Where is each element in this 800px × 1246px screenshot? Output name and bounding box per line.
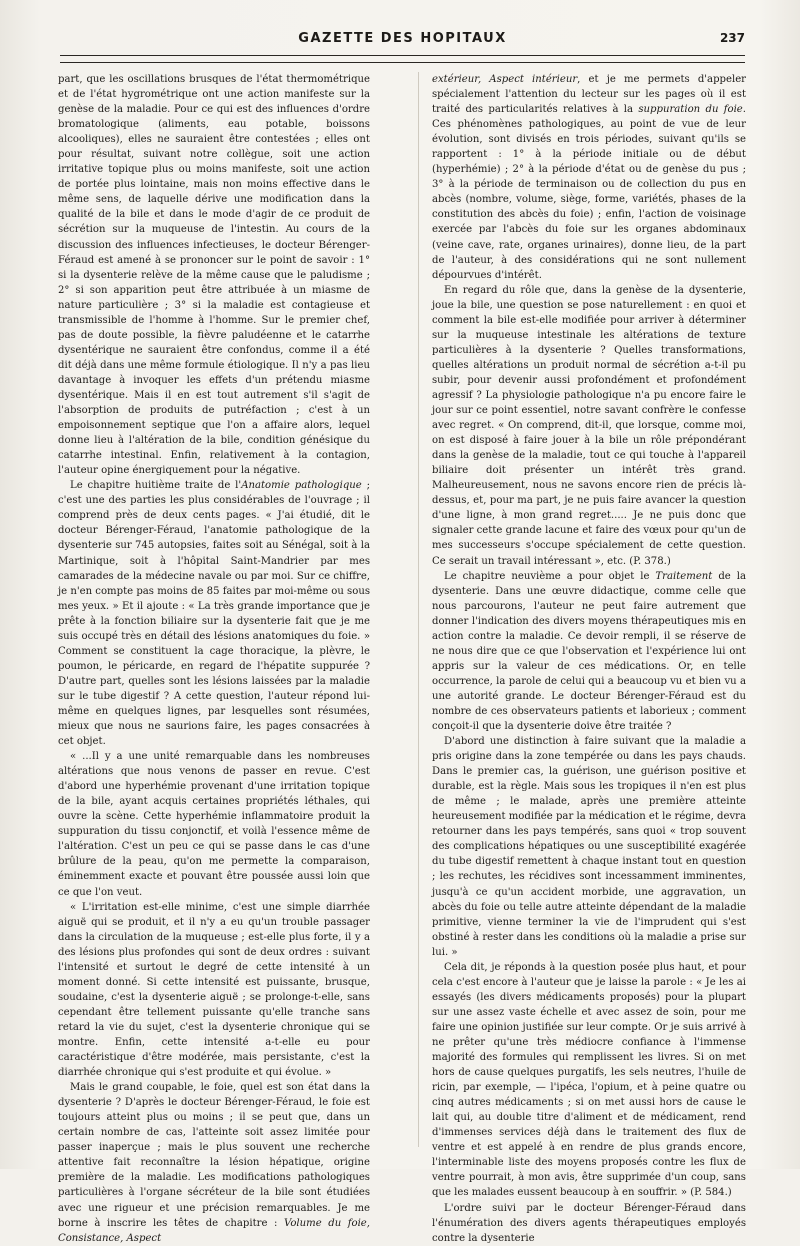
text-run: , et je me permets d'appeler spécialement l'attention du lecteur sur les pages où il est traité des particularités relatives à la [432, 74, 746, 116]
italic-text: Anatomie pathologique [241, 480, 362, 492]
italic-text: suppuration du foie [638, 104, 743, 116]
header-rule-thick [60, 55, 745, 56]
left-column [58, 72, 371, 1244]
text-run: Le chapitre huitième traite de l' [70, 480, 242, 492]
page-number: 237 [719, 31, 745, 45]
column-divider [418, 72, 419, 1147]
paragraph [432, 72, 746, 283]
paragraph [58, 1080, 370, 1246]
text-run: Le chapitre neuvième a pour objet le [444, 570, 656, 582]
italic-text: extérieur, Aspect intérieur [432, 74, 578, 85]
paragraph [432, 569, 746, 735]
paragraph: « L'irritation est-elle minime, c'est une simple diarrhée aiguë qui se produit, et il n'y a eu qu'un trouble passager dans la circulation de la muqueuse ; est-elle plus forte, il y a des lésions plus profondes qui sont de deux ordres : suivant l'intensité et surtout le degré de cette intensité à un moment donné. Si cette intensité est puissante, brusque, soudaine, c'est la dysenterie aiguë ; se prolonge-t-elle, sans cependant être tellement puissante qu'elle tranche sans retard la vie du sujet, c'est la dysenterie chronique qui se montre. Enfin, cette intensité a-t-elle eu pour caractéristique d'être modérée, mais persistante, c'est la diarrhée chronique qui s'est produite et qui évolue. » [58, 901, 370, 1079]
paragraph: Cela dit, je réponds à la question posée plus haut, et pour cela c'est encore à l'auteur que je laisse la parole : « Je les ai essayés (les divers médicaments proposés) pour la plupart sur une assez vaste échelle et avec assez de soin, pour me faire une opinion justifiée sur leur compte. Or je suis arrivé à ne prêter qu'une très médiocre confiance à l'immense majorité des formules qui remplissent les livres. Si on met hors de cause quelques purgatifs, les sels neutres, l'huile de ricin, par exemple, — l'ipéca, l'opium, et à peine quatre ou cinq autres médicaments ; si on met aussi hors de cause le lait qui, au double titre d'aliment et de médicament, rend d'immenses services déjà dans le traitement des flux de ventre et est appelé à en rendre de plus grands encore, l'interminable liste des moyens proposés contre les flux de ventre pourrait, à mon avis, être supprimée d'un coup, sans que les malades eussent beaucoup à en souffrir. » (P. 584.) [432, 961, 746, 1199]
paragraph: « ...Il y a une unité remarquable dans les nombreuses altérations que nous venons de passer en revue. C'est d'abord une hyperhémie provenant d'une irritation topique de la bile, ayant acquis certaines propriétés léthales, qui ouvre la scène. Cette hyperhémie inflammatoire produit la suppuration du tissu conjonctif, et voilà l'essence même de l'altération. C'est un peu ce qui se passe dans le cas d'une brûlure de la peau, qu'on me permette la comparaison, éminemment exacte et pouvant être poussée aussi loin que ce que l'on veut. [58, 751, 370, 898]
paragraph: part, que les oscillations brusques de l'état thermométrique et de l'état hygrométrique ont une action manifeste sur la genèse de la maladie. Pour ce qui est des influences d'ordre bromatologique (aliments, eau potable, boissons alcooliques), elles ne sauraient être contestées ; elles ont pour résultat, suivant notre collègue, soit une action irritative topique plus ou moins manifeste, soit une action de portée plus lointaine, mais non moins effective dans le même sens, de laquelle dérive une modification dans la qualité de la bile et dans le mode d'agir de ce produit de sécrétion sur la muqueuse de l'intestin. Au cours de la discussion des influences infectieuses, le docteur Bérenger-Féraud est amené à se prononcer sur le point de savoir : 1° si la dysenterie relève de la même cause que le paludisme ; 2° si son apparition peut être attribuée à un miasme de nature particulière ; 3° si la maladie est contagieuse et transmissible de l'homme à l'homme. Sur le premier chef, pas de doute possible, la fièvre paludéenne et le catarrhe dysentérique ne sauraient être confondus, comme il a été dit déjà dans une même formule étiologique. Il n'y a pas lieu davantage à invoquer les effets d'un prétendu miasme dysentérique. Mais il en est tout autrement s'il s'agit de l'absorption de produits de putréfaction ; c'est à un empoisonnement septique que l'on a affaire alors, lequel donne lieu à l'altération de la bile, condition génésique du catarrhe intestinal. Enfin, relativement à la contagion, l'auteur opine énergiquement pour la négative. [58, 74, 370, 477]
text-run: Mais le grand coupable, le foie, quel est son état dans la dysenterie ? D'après le docteur Bérenger-Féraud, le foie est toujours atteint plus ou moins ; il se peut que, dans un certain nombre de cas, l'atteinte soit assez limitée pour passer inaperçue ; mais le plus souvent une recherche attentive fait reconnaître la lésion hépatique, origine première de la maladie. Les modifications pathologiques particulières à l'organe sécréteur de la bile sont étudiées avec une rigueur et une précision remarquables. Je me borne à inscrire les têtes de chapitre : [58, 1082, 370, 1229]
text-run: . Ces phénomènes pathologiques, au point de vue de leur évolution, sont divisés en trois périodes, suivant qu'ils se rapportent : 1° à la période initiale ou de début (hyperhémie) ; 2° à la période d'état ou de genèse du pus ; 3° à la période de terminaison ou de collection du pus en abcès (nombre, volume, siège, forme, variétés, phases de la constitution des abcès du foie) ; enfin, l'action de voisinage exercée par l'abcès du foie sur les organes abdominaux (veine cave, rate, organes urinaires), donne lieu, de la part de l'auteur, à des considérations qui ne sont nullement dépourvues d'intérêt. [432, 104, 746, 281]
italic-text: Traitement [655, 570, 713, 582]
text-run: ; c'est une des parties les plus considérables de l'ouvrage ; il comprend près de deux cents pages. « J'ai étudié, dit le docteur Bérenger-Féraud, l'anatomie pathologique de la dysenterie sur 745 autopsies, faites soit au Sénégal, soit à la Martinique, soit à l'hôpital Saint-Mandrier par mes camarades de la médecine navale ou par moi. Sur ce chiffre, je n'en compte pas moins de 85 faites par moi-même ou sous mes yeux. » Et il ajoute : « La très grande importance que je prête à la fonction biliaire sur la dysenterie fait que je me suis occupé très en détail des lésions anatomiques du foie. » Comment se constituent la cage thoracique, la plèvre, le poumon, le péricarde, en regard de l'hépatite suppurée ? D'autre part, quelles sont les lésions laissées par la maladie sur le tube digestif ? A cette question, l'auteur répond lui-même en quelques lignes, par lesquelles sont résumées, mieux que nous ne saurions faire, les pages consacrées à cet objet. [58, 480, 371, 748]
header-rule-thin [60, 62, 745, 63]
italic-text: Volume du foie, Consistance, Aspect [58, 1217, 370, 1244]
paragraph: L'ordre suivi par le docteur Bérenger-Féraud dans l'énumération des divers agents thérapeutiques employés contre la dysenterie [432, 1202, 746, 1244]
page-header [60, 28, 745, 54]
right-column [432, 72, 746, 1244]
journal-title: GAZETTE DES HOPITAUX [298, 31, 507, 46]
paragraph: D'abord une distinction à faire suivant que la maladie a pris origine dans la zone tempérée ou dans les pays chauds. Dans le premier cas, la guérison, une guérison positive et durable, est la règle. Mais sous les tropiques il n'en est plus de même ; le malade, après une première atteinte heureusement modifiée par la médication et le régime, devra retourner dans les pays tempérés, sans quoi « trop souvent des complications hépatiques ou une susceptibilité exagérée du tube digestif remettent à chaque instant tout en question ; les rechutes, les récidives sont incessamment imminentes, jusqu'à ce qu'un accident morbide, une aggravation, un abcès du foie ou telle autre atteinte dépendant de la maladie primitive, vienne terminer la vie de l'imprudent qui s'est obstiné à rester dans les conditions où la maladie a prise sur lui. » [432, 736, 746, 958]
paragraph [58, 478, 370, 749]
text-run: de la dysenterie. Dans une œuvre didactique, comme celle que nous parcourons, l'auteur ne peut faire autrement que donner l'indication des divers moyens thérapeutiques mis en action contre la maladie. Ce devoir rempli, il se réserve de ne nous dire que ce que l'observation et l'expérience lui ont appris sur la valeur de ces médications. Or, en telle occurrence, la parole de celui qui a beaucoup vu et bien vu a une autorité grande. Le docteur Bérenger-Féraud est du nombre de ces observateurs patients et laborieux ; comment conçoit-il que la dysenterie doive être traitée ? [432, 570, 746, 733]
paragraph: En regard du rôle que, dans la genèse de la dysenterie, joue la bile, une question se pose naturellement : en quoi et comment la bile est-elle modifiée pour arriver à déterminer sur la muqueuse intestinale les altérations de texture particulières à la dysenterie ? Quelles transformations, quelles altérations un produit normal de sécrétion a-t-il pu subir, pour devenir aussi profondément et profondément agressif ? La physiologie pathologique n'a pu encore faire le jour sur ce point essentiel, notre savant confrère le confesse avec regret. « On comprend, dit-il, que lorsque, comme moi, on est disposé à faire jouer à la bile un rôle prépondérant dans la genèse de la maladie, tout ce qui touche à l'appareil biliaire doit présenter un intérêt très grand. Malheureusement, nous ne savons encore rien de précis là-dessus, et, pour ma part, je ne puis faire avancer la question d'une ligne, à mon grand regret..... Je ne puis donc que signaler cette grande lacune et faire des vœux pour qu'un de mes successeurs s'occupe spécialement de cette question. Ce serait un travail intéressant », etc. (P. 378.) [432, 284, 746, 567]
